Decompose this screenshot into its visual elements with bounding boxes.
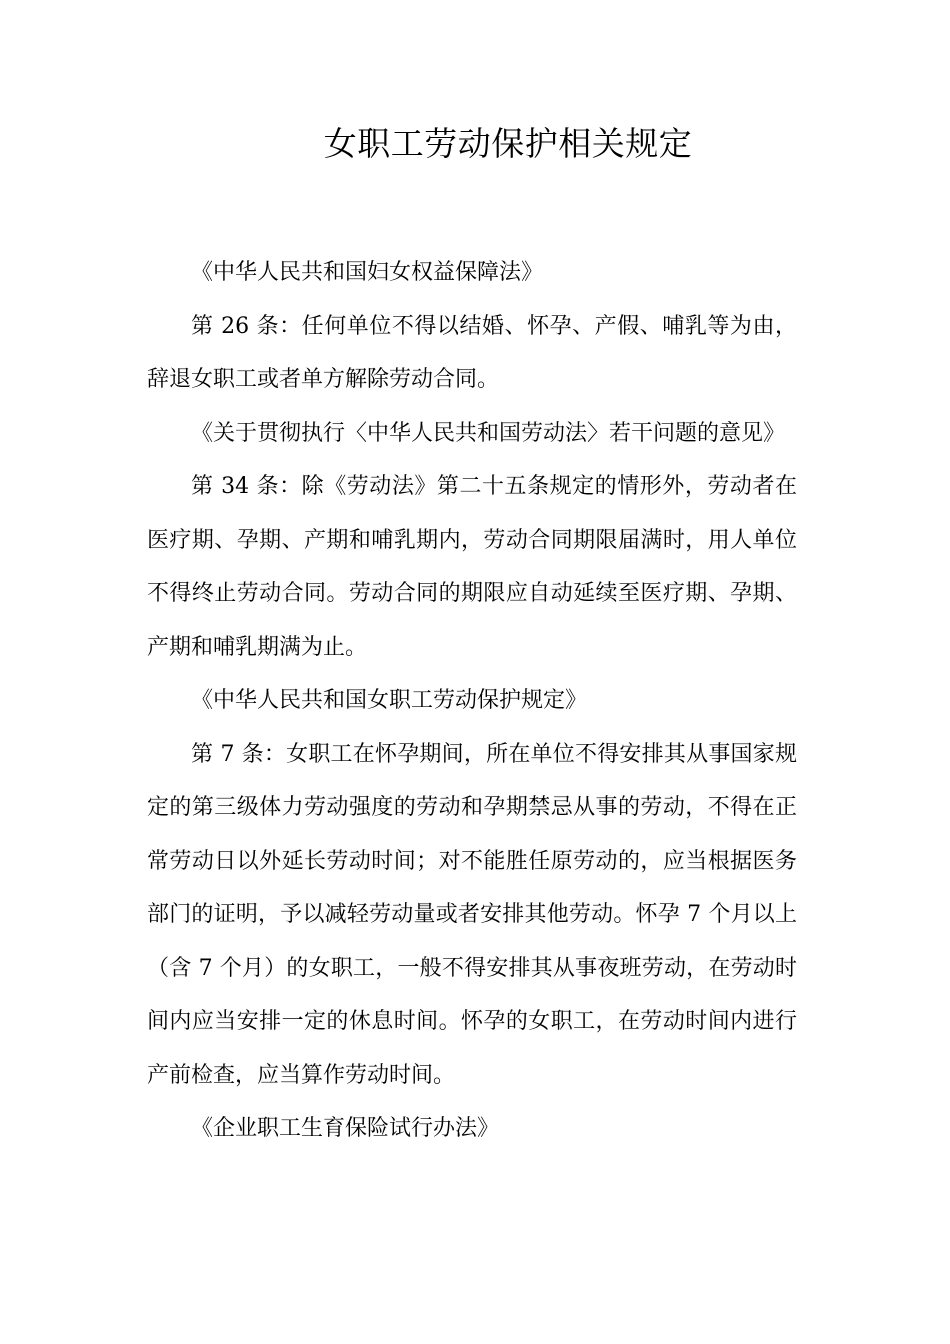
- article-34: 第 34 条：除《劳动法》第二十五条规定的情形外，劳动者在医疗期、孕期、产期和哺乳期内，劳动合同期限届满时，用人单位不得终止劳动合同。劳动合同的期限应自动延续至医疗期、孕期、产期和哺乳期满为止。: [147, 474, 797, 660]
- law-title-maternity-insurance: 《企业职工生育保险试行办法》: [191, 1116, 500, 1141]
- document-body: [147, 246, 797, 1156]
- law-title-women-rights: 《中华人民共和国妇女权益保障法》: [191, 260, 544, 285]
- law-title-labor-law-opinions: 《关于贯彻执行〈中华人民共和国劳动法〉若干问题的意见》: [191, 420, 786, 446]
- article-26: 第 26 条：任何单位不得以结婚、怀孕、产假、哺乳等为由，辞退女职工或者单方解除劳动合同。: [147, 313, 797, 392]
- article-7: 第 7 条：女职工在怀孕期间，所在单位不得安排其从事国家规定的第三级体力劳动强度的劳动和孕期禁忌从事的劳动，不得在正常劳动日以外延长劳动时间；对不能胜任原劳动的，应当根据医务部门的证明，予以减轻劳动量或者安排其他劳动。怀孕 7 个月以上（含 7 个月）的女职工，一般不得安排其从事夜班劳动，在劳动时间内应当安排一定的休息时间。怀孕的女职工，在劳动时间内进行产前检查，应当算作劳动时间。: [147, 741, 797, 1088]
- document-title: 女职工劳动保护相关规定: [323, 124, 693, 163]
- law-title-female-worker-protection: 《中华人民共和国女职工劳动保护规定》: [191, 688, 588, 713]
